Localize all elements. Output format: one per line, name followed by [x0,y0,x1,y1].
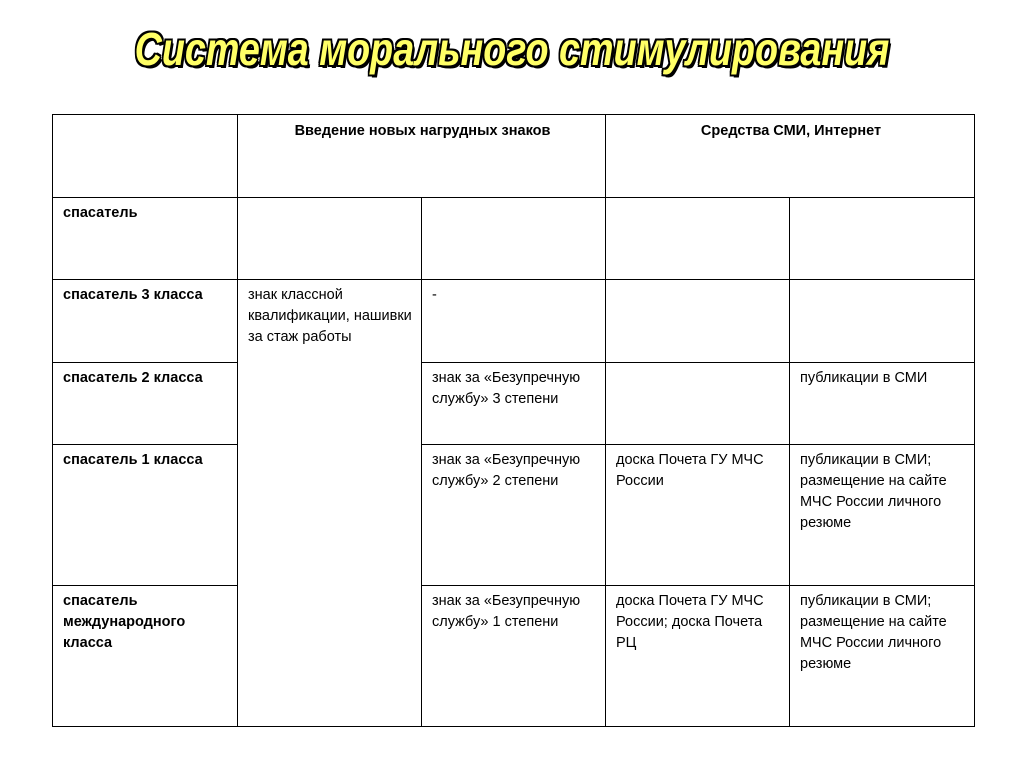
table-cell: знак за «Безупречную службу» 1 степени [422,586,606,727]
table-cell [790,280,975,363]
table-cell [606,198,790,280]
table-cell [238,198,422,280]
table-cell: доска Почета ГУ МЧС России [606,445,790,586]
table-cell [606,280,790,363]
row-label: спасатель 1 класса [53,445,238,586]
table-header-row [53,115,975,198]
table-cell: - [422,280,606,363]
table-row [53,198,975,280]
table-row [53,445,975,586]
table-cell [422,198,606,280]
table-cell: знак за «Безупречную службу» 3 степени [422,363,606,445]
header-empty-cell [53,115,238,198]
table-cell: публикации в СМИ; размещение на сайте МЧС России личного резюме [790,445,975,586]
row-label: спасатель [53,198,238,280]
header-badges: Введение новых нагрудных знаков [238,115,606,198]
header-media: Средства СМИ, Интернет [606,115,975,198]
table-cell-merged: знак классной квалификации, нашивки за стаж работы [238,280,422,727]
table-cell: публикации в СМИ; размещение на сайте МЧС России личного резюме [790,586,975,727]
row-label: спасатель 3 класса [53,280,238,363]
stimulation-table [52,114,975,727]
table-row [53,586,975,727]
table-row [53,363,975,445]
table-cell: публикации в СМИ [790,363,975,445]
table-cell [606,363,790,445]
table-cell: доска Почета ГУ МЧС России; доска Почета РЦ [606,586,790,727]
row-label: спасатель 2 класса [53,363,238,445]
table-cell [790,198,975,280]
table-row [53,280,975,363]
row-label: спасатель международного класса [53,586,238,727]
table-cell: знак за «Безупречную службу» 2 степени [422,445,606,586]
page-title: Система морального стимулирования [134,23,890,75]
